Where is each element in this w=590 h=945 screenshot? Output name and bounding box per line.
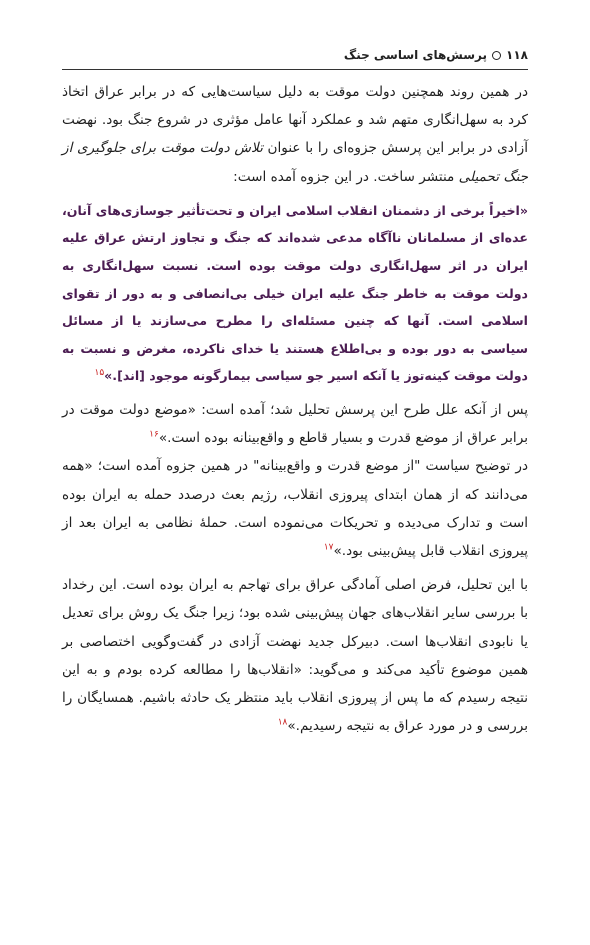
circle-icon <box>492 51 501 60</box>
running-header <box>0 40 590 70</box>
block-quote-text: «اخیراً برخی از دشمنان انقلاب اسلامی ایران و تحت‌تأثیر جوسازی‌های آنان، عده‌ای از مسلمانان ناآگاه مدعی شده‌اند که جنگ و تجاوز ارتش عراق علیه ایران در اثر سهل‌انگاری دولت موقت بوده است. نسبت سهل‌انگاری به دولت موقت به خاطر جنگ علیه ایران خیلی بی‌انصافی و به دور از تقوای اسلامی است. آنها که چنین مسئله‌ای را مطرح می‌سازند یا از مسائل سیاسی به دور بوده و بی‌اطلاع هستند یا خدای ناکرده، مغرض و نسبت به دولت موقت کینه‌توز یا آنکه اسیر جو سیاسی بیمارگونه موجود [اند].» <box>62 202 528 384</box>
paragraph-1-text-a: در همین روند همچنین دولت موقت به دلیل سیاست‌هایی که در برابر عراق اتخاذ کرد به سهل‌انگاری متهم شد و عملکرد آنها عامل مؤثری در شروع جنگ بود. نهضت آزادی در برابر این پرسش جزوه‌ای را با عنوان <box>62 84 528 157</box>
footnote-marker-16[interactable]: ۱۶ <box>149 429 159 440</box>
paragraph-4 <box>62 571 528 740</box>
running-title: پرسش‌های اساسی جنگ <box>343 48 488 62</box>
block-quote <box>62 197 528 390</box>
footnote-marker-17[interactable]: ۱۷ <box>323 542 334 553</box>
header-divider <box>62 69 528 70</box>
page-body <box>62 78 528 746</box>
footnote-marker-15[interactable]: ۱۵ <box>94 368 105 379</box>
footnote-marker-18[interactable]: ۱۸ <box>277 717 288 728</box>
paragraph-1 <box>62 78 528 191</box>
paragraph-3-text: در توضیح سیاست "از موضع قدرت و واقع‌بینانه" در همین جزوه آمده است؛ «همه می‌دانند که از همان ابتدای پیروزی انقلاب، رژیم بعث درصدد حمله به ایران بوده است و تدارک می‌دیده و تحریکات می‌نموده است. حملهٔ نظامی به ایران بعد از پیروزی انقلاب قابل پیش‌بینی بود.» <box>62 458 528 559</box>
paragraph-4-text: با این تحلیل، فرض اصلی آمادگی عراق برای تهاجم به ایران بوده است. این رخداد با بررسی سایر انقلاب‌های جهان پیش‌بینی شده بود؛ زیرا جنگ یک روش برای تعدیل یا نابودی انقلاب‌ها است. دبیرکل جدید نهضت آزادی در گفت‌وگویی اختصاصی بر همین موضوع تأکید می‌کند و می‌گوید: «انقلاب‌ها را مطالعه کرده بودم و به این نتیجه رسیدم که ما پس از پیروزی انقلاب باید منتظر یک حادثه باشیم. همسایگان را بررسی و در مورد عراق به نتیجه رسیدیم.» <box>62 577 528 735</box>
page-number: ۱۱۸ <box>506 48 528 62</box>
paragraph-1-text-b: منتشر ساخت. در این جزوه آمده است: <box>233 168 459 185</box>
paragraph-3 <box>62 452 528 565</box>
paragraph-2-text: پس از آنکه علل طرح این پرسش تحلیل شد؛ آمده است: «موضع دولت موقت در برابر عراق از موضع قدرت و بسیار قاطع و واقع‌بینانه بوده است.» <box>62 401 528 447</box>
pamphlet-title: تلاش دولت موقت برای جلوگیری از جنگ تحمیلی <box>62 140 528 185</box>
header-text <box>344 48 528 62</box>
paragraph-2 <box>62 396 528 452</box>
